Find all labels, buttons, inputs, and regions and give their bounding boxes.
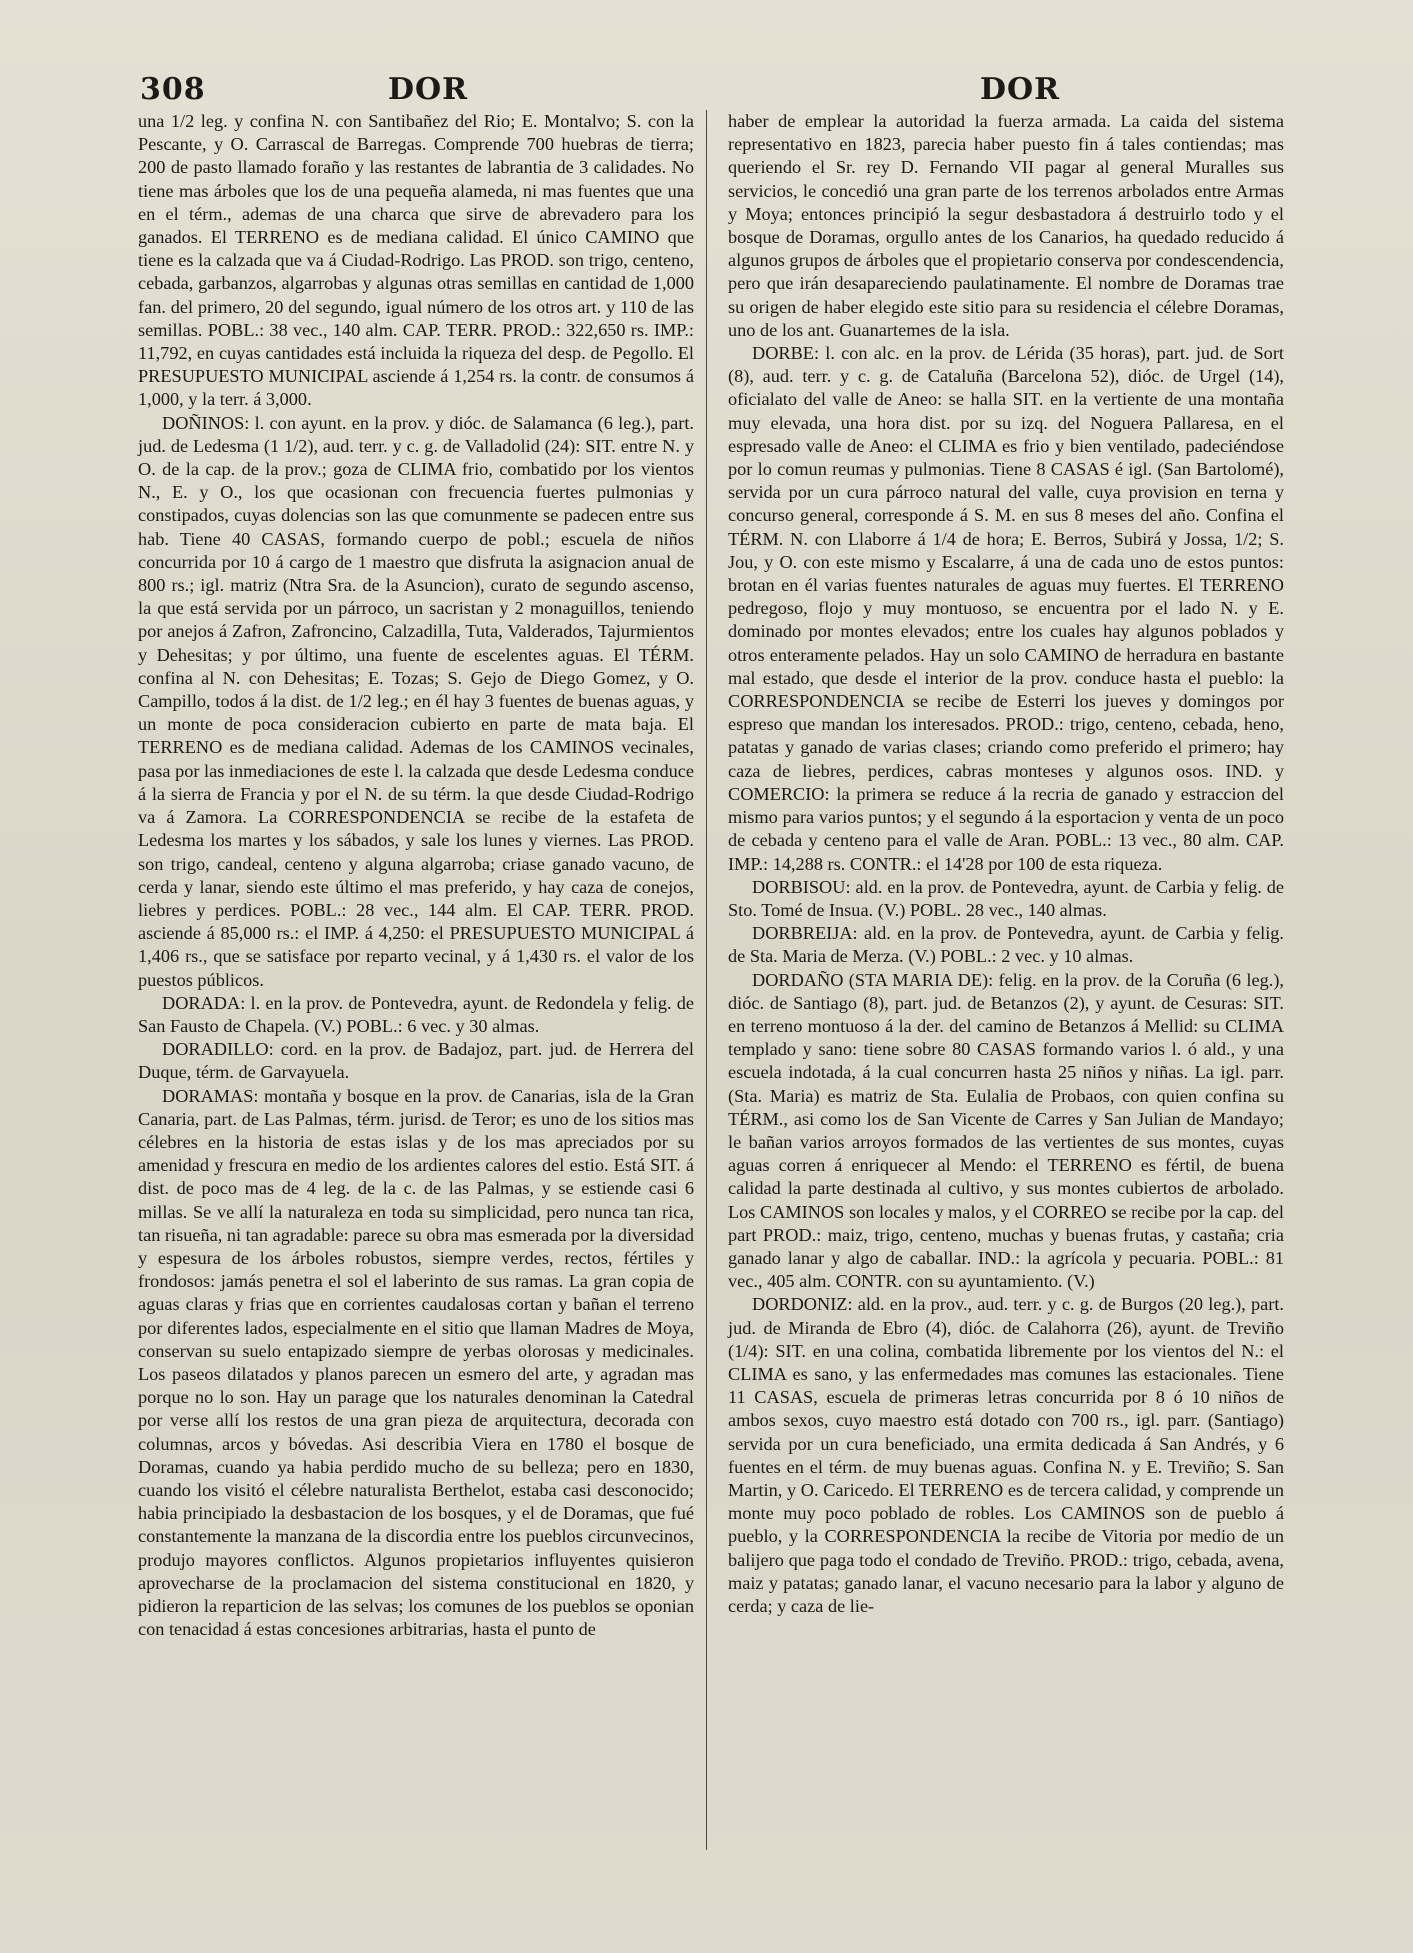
right-text-column [728,110,1284,1618]
entry-dorbisou: DORBISOU: ald. en la prov. de Pontevedra, ayunt. de Carbia y felig. de Sto. Tomé de Insua. (V.) POBL. 28 vec., 140 almas. [728,876,1284,920]
entry-dorbreija: DORBREIJA: ald. en la prov. de Pontevedra, ayunt. de Carbia y felig. de Sta. Maria de Merza. (V.) POBL.: 2 vec. y 10 almas. [728,923,1284,967]
running-head-left: DOR [388,72,469,107]
left-text-column [138,110,694,1641]
entry-doramas-continued: haber de emplear la autoridad la fuerza armada. La caida del sistema representativo en 1823, parecia haber puesto fin á tales contiendas; mas queriendo el Sr. rey D. Fernando VII pagar al general Muralles sus servicios, le concedió una gran parte de los terrenos arbolados entre Armas y Moya; entonces principió la segur desbastadora á destruirlo todo y el bosque de Doramas, orgullo antes de los Canarios, ha quedado reducido á algunos grupos de árboles que el propietario conserva por condescendencia, pero que irán desapareciendo paulatinamente. El nombre de Doramas trae su origen de haber elegido este sitio para su residencia el célebre Doramas, uno de los ant. Guanartemes de la isla. [728,111,1284,340]
running-head-right: DOR [980,72,1061,107]
column-divider [706,110,707,1850]
entry-dorbe: DORBE: l. con alc. en la prov. de Lérida (35 horas), part. jud. de Sort (8), aud. terr. y c. g. de Cataluña (Barcelona 52), dióc. de Urgel (14), oficialato del valle de Aneo: se halla SIT. en la vertiente de una montaña muy elevada, una hora dist. por su izq. del Noguera Pallaresa, en el espresado valle de Aneo: el CLIMA es frio y bien ventilado, padeciéndose por lo comun reumas y pulmonias. Tiene 8 CASAS é igl. (San Bartolomé), servida por un cura párroco natural del valle, cuya provision en terna y concurso general, corresponde á S. M. en sus 8 meses del año. Confina el TÉRM. N. con Llaborre á 1/4 de hora; E. Berros, Subirá y Jossa, 1/2; S. Jou, y O. con este mismo y Escalarre, á una de cada uno de estos puntos: brotan en él varias fuentes naturales de aguas muy fuertes. El TERRENO pedregoso, flojo y muy montuoso, se encuentra por el lado N. y E. dominado por montes elevados; entre los cuales hay algunos poblados y otros enteramente pelados. Hay un solo CAMINO de herradura en bastante mal estado, que desde el interior de la prov. conduce hasta el pueblo: la CORRESPONDENCIA se recibe de Esterri los jueves y domingos por espreso que mandan los interesados. PROD.: trigo, centeno, cebada, heno, patatas y ganado de varias clases; criando como preferido el primero; hay caza de liebres, perdices, cabras monteses y algunos osos. IND. y COMERCIO: la primera se reduce á la recria de ganado y estraccion del mismo para varios puntos; y el segundo á la esportacion y venta de un poco de cebada y centeno para el valle de Aran. POBL.: 13 vec., 80 alm. CAP. IMP.: 14,288 rs. CONTR.: el 14'28 por 100 de esta riqueza. [728,343,1284,874]
bleed-through-footer [140,1860,1280,1890]
entry-dorada: DORADA: l. en la prov. de Pontevedra, ayunt. de Redondela y felig. de San Fausto de Chapela. (V.) POBL.: 6 vec. y 30 almas. [138,992,694,1036]
entry-doninos: DOÑINOS: l. con ayunt. en la prov. y dióc. de Salamanca (6 leg.), part. jud. de Ledesma (1 1/2), aud. terr. y c. g. de Valladolid (24): SIT. entre N. y O. de la cap. de la prov.; goza de CLIMA frio, combatido por los vientos N., E. y O., los que ocasionan con frecuencia fuertes pulmonias y constipados, cuyas dolencias son las que comunmente se padecen entre sus hab. Tiene 40 CASAS, formando cuerpo de pobl.; escuela de niños concurrida por 10 á cargo de 1 maestro que disfruta la asignacion anual de 800 rs.; igl. matriz (Ntra Sra. de la Asuncion), curato de segundo ascenso, la que está servida por un párroco, un sacristan y 2 monaguillos, teniendo por anejos á Zafron, Zafroncino, Calzadilla, Tuta, Valderados, Tajurmientos y Dehesitas; y por último, una fuente de escelentes aguas. El TÉRM. confina al N. con Dehesitas; E. Tozas; S. Gejo de Diego Gomez, y O. Campillo, todos á la dist. de 1/2 leg.; en él hay 3 fuentes de buenas aguas, y un monte de poca consideracion cubierto en parte de mata baja. El TERRENO es de mediana calidad. Ademas de los CAMINOS vecinales, pasa por las inmediaciones de este l. la calzada que desde Ledesma conduce á la sierra de Francia y por el N. de su térm. la que desde Ciudad-Rodrigo va á Zamora. La CORRESPONDENCIA se recibe de la estafeta de Ledesma los martes y los sábados, y sale los lunes y viernes. Las PROD. son trigo, candeal, centeno y alguna algarroba; criase ganado vacuno, de cerda y lanar, siendo este último el mas preferido, y hay caza de conejos, liebres y perdices. POBL.: 28 vec., 144 alm. El CAP. TERR. PROD. asciende á 85,000 rs.: el IMP. á 4,250: el PRESUPUESTO MUNICIPAL á 1,406 rs., que se satisface por reparto vecinal, y á 1,430 rs. el valor de los puestos públicos. [138,412,694,990]
entry-dordoniz: DORDONIZ: ald. en la prov., aud. terr. y c. g. de Burgos (20 leg.), part. jud. de Miranda de Ebro (4), dióc. de Calahorra (26), ayunt. de Treviño (1/4): SIT. en una colina, combatida libremente por los vientos del N.: el CLIMA es sano, y las enfermedades mas comunes las estacionales. Tiene 11 CASAS, escuela de primeras letras concurrida por 8 ó 10 niños de ambos sexos, cuyo maestro está dotado con 700 rs., igl. parr. (Santiago) servida por un cura beneficiado, una ermita dedicada á San Andrés, y 6 fuentes en el térm. de muy buenas aguas. Confina N. y E. Treviño; S. San Martin, y O. Caricedo. El TERRENO es de tercera calidad, y comprende un monte muy poco poblado de robles. Los CAMINOS son de pueblo á pueblo, y la CORRESPONDENCIA la recibe de Vitoria por medio de un balijero que paga todo el condado de Treviño. PROD.: trigo, cebada, avena, maiz y patatas; ganado lanar, el vacuno necesario para la labor y alguno de cerda; y caza de lie- [728,1294,1284,1616]
entry-doramas: DORAMAS: montaña y bosque en la prov. de Canarias, isla de la Gran Canaria, part. de Las Palmas, térm. jurisd. de Teror; es uno de los sitios mas célebres en la historia de estas islas y de los mas apreciados por su amenidad y frescura en medio de los ardientes calores del estio. Está SIT. á dist. de poco mas de 4 leg. de la c. de las Palmas, y se estiende casi 6 millas. Se ve allí la naturaleza en toda su simplicidad, pero nunca tan rica, tan risueña, ni tan agradable: parece su obra mas esmerada por la diversidad y espesura de los árboles robustos, siempre verdes, rectos, fértiles y frondosos: jamás penetra el sol el laberinto de sus ramas. La gran copia de aguas claras y frias que en corrientes caudalosas cortan y bañan el terreno por diferentes lados, especialmente en el sitio que llaman Madres de Moya, conservan su suelo entapizado siempre de yerbas olorosas y medicinales. Los paseos dilatados y planos parecen un esmero del arte, y agradan mas porque no lo son. Hay un parage que los naturales denominan la Catedral por verse allí los restos de una gran pieza de arquitectura, decorada con columnas, arcos y bóvedas. Asi describia Viera en 1780 el bosque de Doramas, cuando ya habia perdido mucho de su belleza; pero en 1830, cuando los visitó el célebre naturalista Berthelot, estaba casi desconocido; habia principiado la desbastacion de los bosques, y el de Doramas, que fué constantemente la manzana de la discordia entre los pueblos circunvecinos, produjo mayores conflictos. Algunos propietarios influyentes quisieron aprovecharse de la proclamacion del sistema constitucional en 1820, y pidieron la reparticion de las selvas; los comunes de los pueblos se oponian con tenacidad á estas concesiones arbitrarias, hasta el punto de [138,1085,694,1640]
entry-dordano: DORDAÑO (STA MARIA DE): felig. en la prov. de la Coruña (6 leg.), dióc. de Santiago (8), part. jud. de Betanzos (2), y ayunt. de Cesuras: SIT. en terreno montuoso á la der. del camino de Betanzos á Mellid: su CLIMA templado y sano: tiene sobre 80 CASAS formando varios l. ó ald., y una escuela indotada, á la cual concurren hasta 25 niños y niñas. La igl. parr. (Sta. Maria) es matriz de Sta. Eulalia de Probaos, con quien confina su TÉRM., asi como los de San Vicente de Carres y San Julian de Mandayo; le bañan varios arroyos formados de las vertientes de sus montes, cuyas aguas corren á enriquecer al Mendo: el TERRENO es fértil, de buena calidad la parte destinada al cultivo, y sus montes cubiertos de arbolado. Los CAMINOS son locales y malos, y el CORREO se recibe por la cap. del part PROD.: maiz, trigo, centeno, muchas y buenas frutas, y castaña; cria ganado lanar y algo de caballar. IND.: la agrícola y pecuaria. POBL.: 81 vec., 405 alm. CONTR. con su ayuntamiento. (V.) [728,969,1284,1292]
entry-continuation-santibanez: una 1/2 leg. y confina N. con Santibañez del Rio; E. Montalvo; S. con la Pescante, y O. Carrascal de Barregas. Comprende 700 huebras de tierra; 200 de pasto llamado foraño y las restantes de labrantia de 3 calidades. No tiene mas árboles que los de una pequeña alameda, ni mas fuentes que una en el térm., ademas de una charca que sirve de abrevadero para los ganados. El TERRENO es de mediana calidad. El único CAMINO que tiene es la calzada que va á Ciudad-Rodrigo. Las PROD. son trigo, centeno, cebada, garbanzos, algarrobas y algunas otras semillas en cantidad de 1,000 fan. del primero, 20 del segundo, igual número de los otros art. y 110 de las semillas. POBL.: 38 vec., 140 alm. CAP. TERR. PROD.: 322,650 rs. IMP.: 11,792, en cuyas cantidades está incluida la riqueza del desp. de Pegollo. El PRESUPUESTO MUNICIPAL asciende á 1,254 rs. la contr. de consumos á 1,000, y la terr. á 3,000. [138,111,694,410]
entry-doradillo: DORADILLO: cord. en la prov. de Badajoz, part. jud. de Herrera del Duque, térm. de Garvayuela. [138,1039,694,1083]
page-number: 308 [140,72,206,107]
